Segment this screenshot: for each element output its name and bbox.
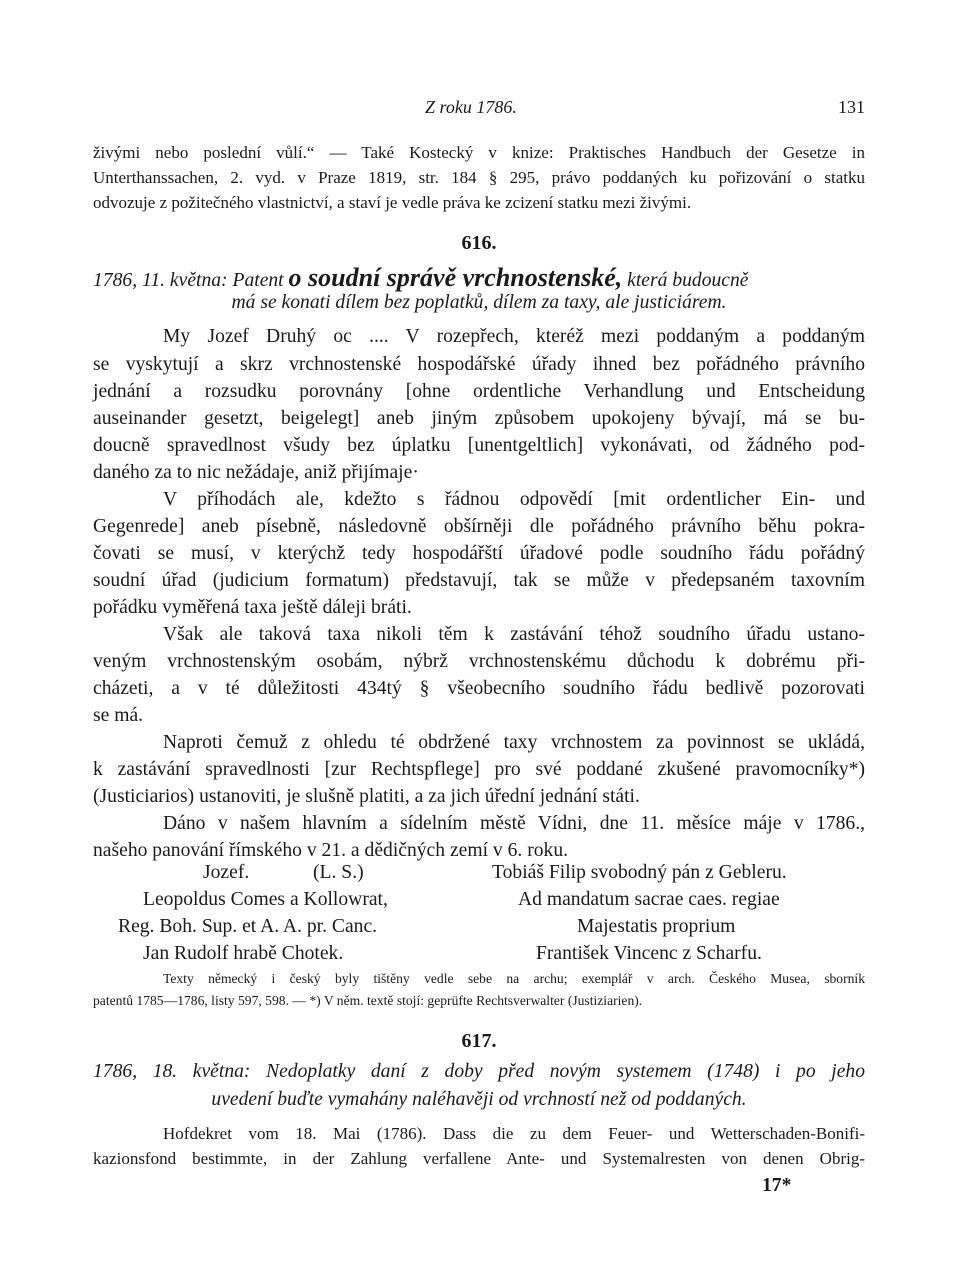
text-line: živými nebo poslední vůlí.“ — Také Kostecký v knize: Praktisches Handbuch der Gesetze in [93, 143, 865, 162]
section-617-title-line2: uvedení buďte vymahány naléhavěji od vrchností než od poddaných. [211, 1089, 747, 1110]
text-line: se má. [93, 705, 144, 726]
text-line: auseinander gesetzt, beigelegt] aneb jiným způsobem upokojeny bývají, má se bu- [93, 408, 865, 429]
section-616-title-prefix: Patent [232, 270, 284, 291]
footnote-line: Texty německý i český byly tištěny vedle sebe na archu; exemplář v arch. Českého Musea, sborník [163, 971, 865, 986]
text-line: čovati se musí, v kterýchž tedy hospodářští úřadové podle soudního řádu pořádný [93, 543, 865, 564]
text-line: pořádku vyměřená taxa ještě dáleji bráti. [93, 597, 412, 618]
section-616-title-line2: má se konati dílem bez poplatků, dílem za taxy, ale justiciárem. [231, 292, 727, 313]
signature-right: František Vincenc z Scharfu. [536, 943, 762, 964]
text-line: veným vrchnostenským osobám, nýbrž vrchnostenskému důchodu k dobrému při- [93, 651, 865, 672]
text-line: se vyskytují a skrz vrchnostenské hospodářské úřady ihned bez pořádného právního [93, 354, 865, 375]
signature-right: Tobiáš Filip svobodný pán z Gebleru. [492, 862, 787, 883]
running-title: Z roku 1786. [425, 97, 517, 117]
signature-right: Ad mandatum sacrae caes. regiae [518, 889, 780, 910]
signature-mark: 17* [762, 1175, 792, 1196]
text-line: našeho panování římského v 21. a dědičných zemí v 6. roku. [93, 840, 569, 861]
text-line: My Jozef Druhý oc .... V rozepřech, kteréž mezi poddaným a poddaným [163, 326, 865, 347]
section-number-617: 617. [461, 1030, 497, 1052]
text-line: jednání a rozsudku porovnány [ohne ordentliche Verhandlung und Entscheidung [93, 381, 865, 402]
text-line: doucně spravedlnost všudy bez úplatku [unentgeltlich] vykonávati, od žádného pod- [93, 435, 865, 456]
section-number-616: 616. [461, 232, 497, 254]
text-line: daného za to nic nežádaje, aniž přijímaje· [93, 462, 419, 483]
section-616-title-bold: o soudní správě vrchnostenské, [288, 263, 623, 292]
text-line: Však ale taková taxa nikoli těm k zastávání téhož soudního úřadu ustano- [163, 624, 865, 645]
section-616-title-suffix: která budoucně [627, 270, 749, 291]
page-number: 131 [838, 97, 865, 117]
signature-left: Reg. Boh. Sup. et A. A. pr. Canc. [118, 916, 378, 937]
footnote-line: patentů 1785—1786, listy 597, 598. — *) V něm. textě stojí: geprüfte Rechtsverwalter (Justiziarien). [93, 993, 643, 1008]
text-line: Gegenrede] aneb písebně, následovně obšírněji dle pořádného právního běhu pokra- [93, 516, 865, 537]
section-616-date: 1786, 11. května: [93, 270, 228, 291]
signature-left: Leopoldus Comes a Kollowrat, [143, 889, 388, 910]
text-line: cházeti, a v té důležitosti 434tý § všeobecního soudního řádu bedlivě pozorovati [93, 678, 865, 699]
text-line: kazionsfond bestimmte, in der Zahlung verfallene Ante- und Systemalresten von denen Obrig- [93, 1149, 865, 1168]
text-line: odvozuje z požitečného vlastnictví, a staví je vedle práva ke zcizení statku mezi živými. [93, 193, 692, 212]
signature-right: Majestatis proprium [577, 916, 736, 937]
text-line: Hofdekret vom 18. Mai (1786). Dass die zu dem Feuer- und Wetterschaden-Bonifi- [163, 1124, 865, 1143]
text-line: k zastávání spravedlnosti [zur Rechtspflege] pro své poddané zkušené pravomocníky*) [93, 759, 865, 780]
signature-left: Jan Rudolf hrabě Chotek. [143, 943, 344, 964]
text-line: V příhodách ale, kdežto s řádnou odpovědí [mit ordentlicher Ein- und [163, 489, 865, 510]
text-line: soudní úřad (judicium formatum) představují, tak se může v předepsaném taxovním [93, 570, 865, 591]
section-617-title-line1: 1786, 18. května: Nedoplatky daní z doby před novým systemem (1748) i po jeho [93, 1061, 865, 1082]
signature-left: Jozef. [203, 862, 250, 883]
text-line: Naproti čemuž z ohledu té obdržené taxy vrchnostem za povinnost se ukládá, [163, 732, 865, 753]
text-line: Unterthanssachen, 2. vyd. v Praze 1819, str. 184 § 295, právo poddaných ku pořizování o statku [93, 168, 865, 187]
seal-mark: (L. S.) [313, 862, 364, 883]
text-line: Dáno v našem hlavním a sídelním městě Vídni, dne 11. měsíce máje v 1786., [163, 813, 865, 834]
text-line: (Justiciarios) ustanoviti, je slušně platiti, a za jich úřední jednání státi. [93, 786, 640, 807]
